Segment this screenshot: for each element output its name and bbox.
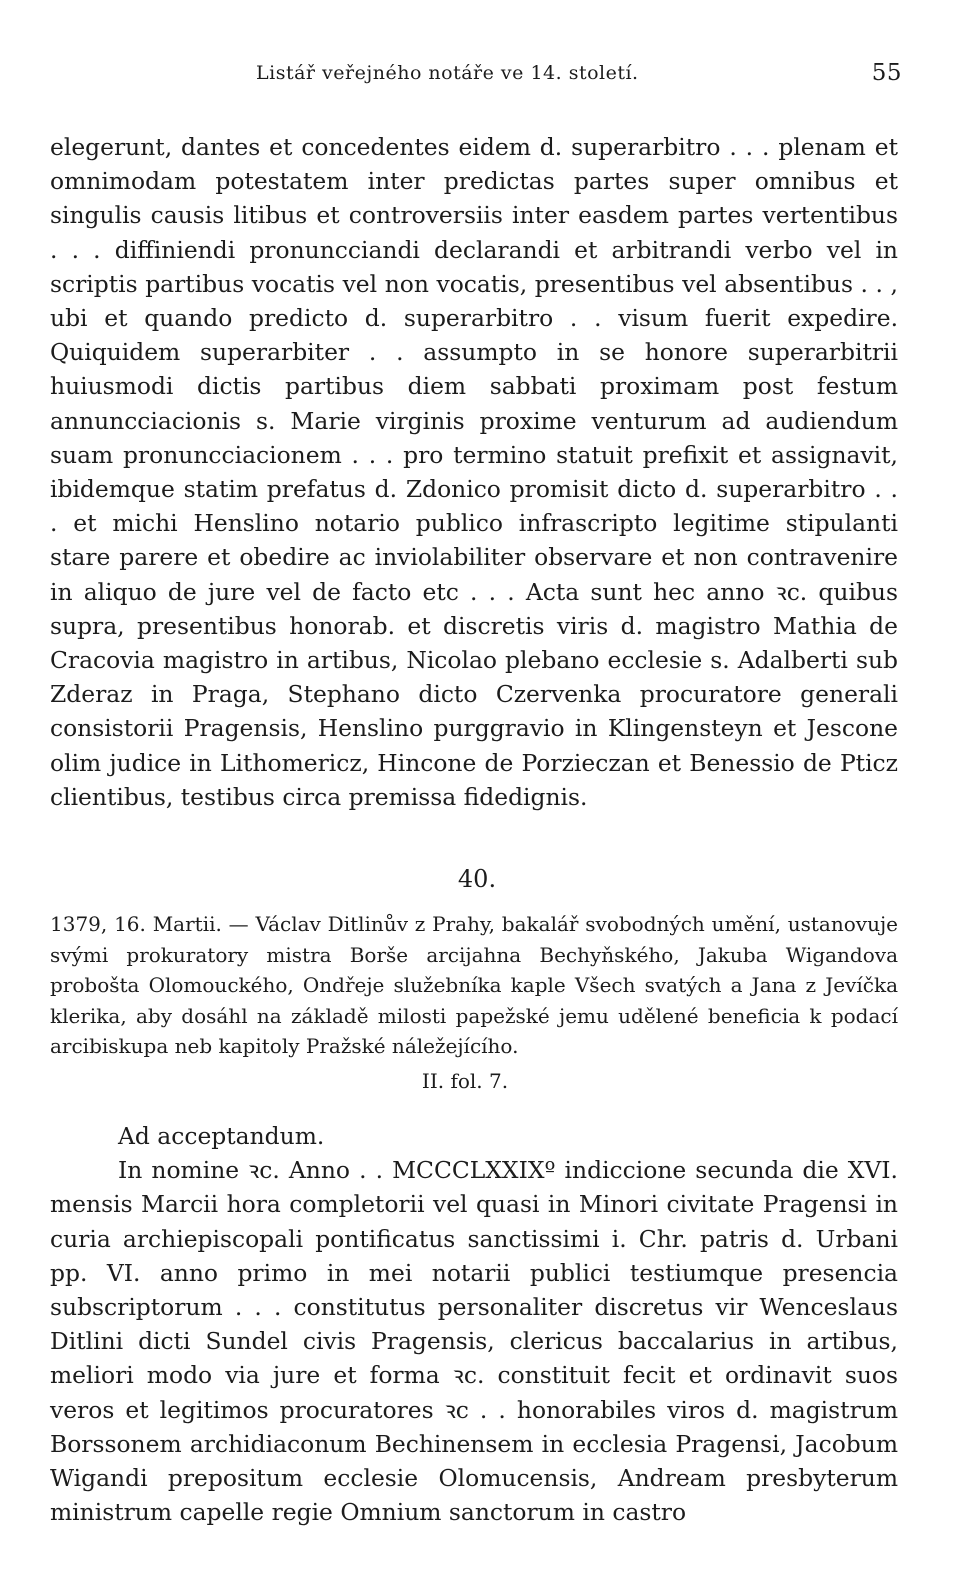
running-title: Listář veřejného notáře ve 14. století. bbox=[256, 62, 639, 84]
body-paragraph: In nomine ꝛc. Anno . . MCCCLXXIXº indiccione secunda die XVI. mensis Marcii hora completorii vel quasi in Minori civitate Pragensi in curia archiepiscopali pontificatus sanctissimi i. Chr. patris d. Urbani pp. VI. anno primo in mei notarii publici testiumque presencia subscriptorum . . . constitutus personaliter discretus vir Wenceslaus Ditlini dicti Sundel civis Pragensis, clericus baccalarius in artibus, meliori modo via jure et forma ꝛc. constituit fecit et ordinavit suos veros et legitimos procuratores ꝛc . . honorabiles viros d. magistrum Borssonem archidiaconum Bechinensem in ecclesia Pragensi, Jacobum Wigandi prepositum ecclesie Olomucensis, Andream presbyterum ministrum capelle regie Omnium sanctorum in castro bbox=[50, 1156, 898, 1527]
document-number: 40. bbox=[457, 865, 497, 894]
running-head bbox=[50, 52, 902, 92]
body-paragraph-continued: elegerunt, dantes et concedentes eidem d. superarbitro . . . plenam et omnimodam potestatem inter predictas partes super omnibus et singulis causis litibus et controversiis inter easdem partes vertentibus . . . diffiniendi pronuncciandi declarandi et arbitrandi verbo vel in scriptis partibus vocatis vel non vocatis, presentibus vel absentibus . . , ubi et quando predicto d. superarbitro . . visum fuerit expedire. Quiquidem superarbiter . . assumpto in se honore superarbitrii huiusmodi dictis partibus diem sabbati proximam post festum annuncciacionis s. Marie virginis proxime venturum ad audiendum suam pronuncciacionem . . . pro termino statuit prefixit et assignavit, ibidemque statim prefatus d. Zdonico promisit dicto d. superarbitro . . . et michi Henslino notario publico infrascripto legitime stipulanti stare parere et obedire ac inviolabiliter observare et non contravenire in aliquo de jure vel de facto etc . . . Acta sunt hec anno ꝛc. quibus supra, presentibus honorab. et discretis viris d. magistro Mathia de Cracovia magistro in artibus, Nicolao plebano ecclesie s. Adalberti sub Zderaz in Praga, Stephano dicto Czervenka procuratore generali consistorii Pragensis, Henslino purggravio in Klingensteyn et Jescone olim judice in Lithomericz, Hincone de Porzieczan et Benessio de Pticz clientibus, testibus circa premissa fidedignis. bbox=[50, 133, 898, 811]
page-number: 55 bbox=[871, 60, 902, 86]
section-heading: Ad acceptandum. bbox=[118, 1122, 325, 1151]
source-reference: II. fol. 7. bbox=[421, 1069, 509, 1094]
document-regest: 1379, 16. Martii. — Václav Ditlinův z Prahy, bakalář svobodných umění, ustanovuje svými prokuratory mistra Borše arcijahna Bechyňského, Jakuba Wigandova probošta Olomouckého, Ondřeje služebníka kaple Všech svatých a Jana z Jevíčka klerika, aby dosáhl na základě milosti papežské jemu udělené beneficia k podací arcibiskupa neb kapitoly Pražské náležejícího. bbox=[50, 912, 898, 1059]
